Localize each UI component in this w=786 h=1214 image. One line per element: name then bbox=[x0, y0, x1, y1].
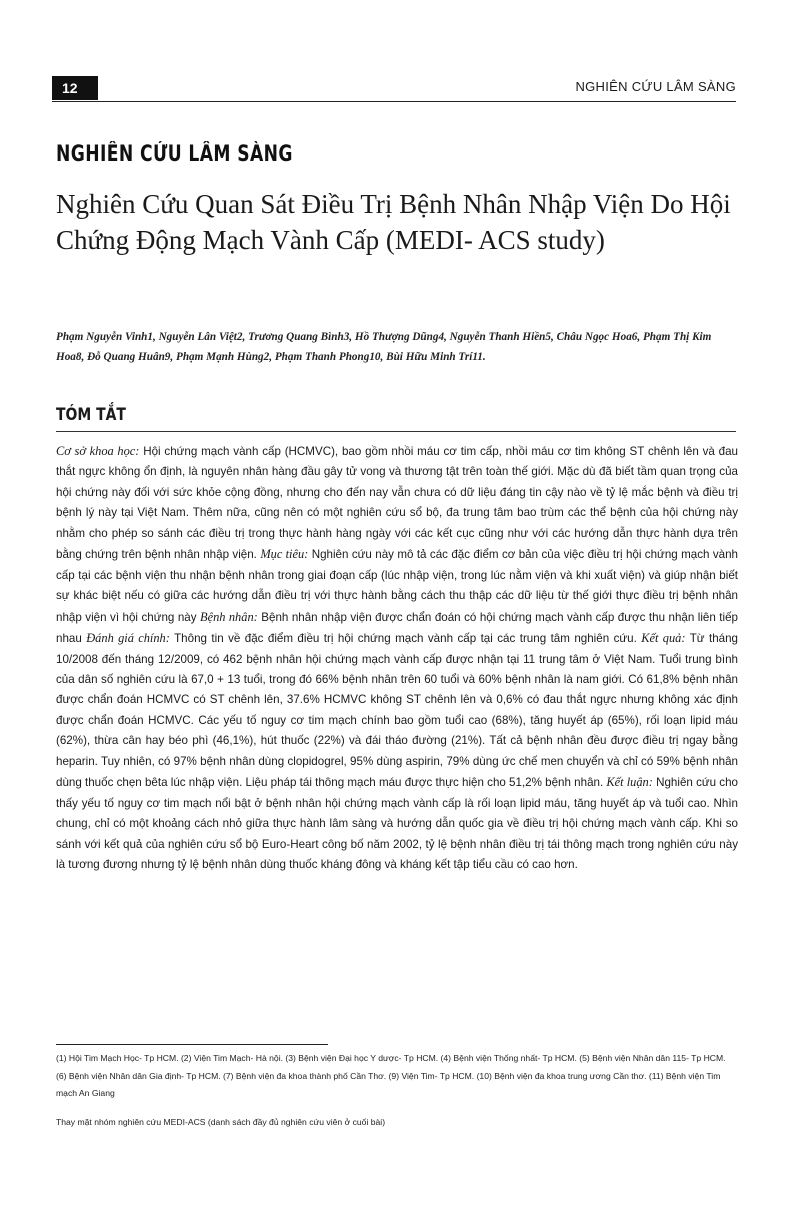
label-results: Kết quả: bbox=[641, 631, 686, 646]
abstract-rule bbox=[56, 431, 736, 432]
header-rule bbox=[52, 101, 736, 102]
running-head: NGHIÊN CỨU LÂM SÀNG bbox=[575, 79, 736, 94]
footnote-rule bbox=[56, 1044, 328, 1045]
page-number: 12 bbox=[52, 76, 98, 100]
label-evaluation: Đánh giá chính: bbox=[86, 631, 170, 646]
text-conclusion: Nghiên cứu cho thấy yếu tố nguy cơ tim mạch nổi bật ở bệnh nhân hội chứng mạch vành cấp là rối loạn lipid máu, tăng huyết áp và tuổi cao. Nhìn chung, chỉ có một khoảng cách nhỏ giữa thực hành lâm sàng và hướng dẫn quốc gia về điều trị hội chứng mạch vành cấp. Khi so sánh với kết quả của nghiên cứu sổ bộ Euro-Heart công bố năm 2002, tỷ lệ bệnh nhân điều trị tái thông mạch trong nghiên cứu này là tương đương nhưng tỷ lệ bệnh nhân dùng thuốc kháng đông và kháng kết tập tiểu cầu có cao hơn. bbox=[56, 776, 738, 872]
text-background: Hội chứng mạch vành cấp (HCMVC), bao gồm nhồi máu cơ tim cấp, nhồi máu cơ tim không ST chênh lên và đau thắt ngực không ổn định, là nguyên nhân hàng đầu gây tử vong và thương tật trên toàn thế giới. Mặc dù đã biết tầm quan trọng của hội chứng này đối với sức khỏe cộng đồng, nhưng cho đến nay vẫn chưa có dữ liệu đáng tin cậy nào về tỷ lệ mắc bệnh và điều trị bệnh lý này tại Việt Nam. Thêm nữa, cũng nên có một nghiên cứu sổ bộ, đa trung tâm bao trùm các thể bệnh của hội chứng này nhằm cho phép so sánh các điều trị trong thực hành hàng ngày với các kết cục cũng như với các hướng dẫn thực hành dựa trên bằng chứng trên bệnh nhân nhập viện. bbox=[56, 445, 738, 562]
label-objective: Mục tiêu: bbox=[260, 547, 309, 562]
label-conclusion: Kết luận: bbox=[606, 775, 653, 790]
text-results: Từ tháng 10/2008 đến tháng 12/2009, có 462 bệnh nhân hội chứng mạch vành cấp được nhận tại 11 trung tâm ở Việt Nam. Tuổi trung bình của dân số nghiên cứu là 67,0 + 13 tuổi, trong đó 66% bệnh nhân trên 60 tuổi và 60% bệnh nhân là nam giới. Có 61,8% bệnh nhân được chẩn đoán HCMVC có ST chênh lên, 37.6% HCMVC không ST chênh lên và 0,6% có đau thắt ngực nhưng không xác định được chẩn đoán HCMVC. Các yếu tố nguy cơ tim mạch chính bao gồm tuổi cao (68%), tăng huyết áp (65%), rối loạn lipid máu (62%), thừa cân hay béo phì (46,1%), hút thuốc (22%) và đái tháo đường (21%). Tất cả bệnh nhân đều được điều trị ngay bằng heparin. Tuy nhiên, có 97% bệnh nhân dùng clopidogrel, 95% dùng aspirin, 79% dùng ức chế men chuyển và chỉ có 59% bệnh nhân dùng thuốc chẹn bêta lúc nhập viện. Liệu pháp tái thông mạch máu được thực hiện cho 51,2% bệnh nhân. bbox=[56, 632, 738, 790]
page-header bbox=[52, 76, 736, 100]
label-background: Cơ sở khoa học: bbox=[56, 444, 140, 458]
abstract-body bbox=[56, 441, 738, 876]
text-patients: Bệnh nhân nhập viện được chẩn đoán có hội chứng mạch vành cấp được thu nhận liên tiếp nhau bbox=[56, 610, 738, 646]
author-list: Phạm Nguyễn Vinh1, Nguyễn Lân Việt2, Trương Quang Bình3, Hồ Thượng Dũng4, Nguyễn Thanh Hiền5, Châu Ngọc Hoa6, Phạm Thị Kim Hoa8, Đỗ Quang Huân9, Phạm Mạnh Hùng2, Phạm Thanh Phong10, Bùi Hữu Minh Trí11. bbox=[56, 331, 712, 363]
text-evaluation: Thông tin về đặc điểm điều trị hội chứng mạch vành cấp tại các trung tâm nghiên cứu. bbox=[169, 632, 642, 646]
affiliations-footnote: (1) Hội Tim Mạch Học- Tp HCM. (2) Viện Tim Mạch- Hà nội. (3) Bệnh viện Đại học Y dược- Tp HCM. (4) Bệnh viện Thống nhất- Tp HCM. (5) Bệnh viện Nhân dân 115- Tp HCM. (6) Bệnh viện Nhân dân Gia định- Tp HCM. (7) Bệnh viện đa khoa thành phố Cần Thơ. (9) Viện Tim- Tp HCM. (10) Bệnh viện đa khoa trung ương Cần thơ. (11) Bệnh viện Tim mạch An Giang bbox=[56, 1053, 726, 1098]
abstract-heading: TÓM TẮT bbox=[56, 405, 126, 425]
article-title: Nghiên Cứu Quan Sát Điều Trị Bệnh Nhân Nhập Viện Do Hội Chứng Động Mạch Vành Cấp (MEDI- ACS study) bbox=[56, 189, 731, 255]
section-title: NGHIÊN CỨU LÂM SÀNG bbox=[56, 142, 293, 167]
group-footnote: Thay mặt nhóm nghiên cứu MEDI-ACS (danh sách đầy đủ nghiên cứu viên ở cuối bài) bbox=[56, 1117, 386, 1127]
text-objective: Nghiên cứu này mô tả các đặc điểm cơ bản của việc điều trị hội chứng mạch vành cấp tại các bệnh viện thu nhận bệnh nhân trong giai đoạn cấp (lúc nhập viện, trong lúc nằm viện và khi xuất viện) và giúp nhận biết sự khác biệt nếu có giữa các hướng dẫn điều trị với thực hành bằng cách thu thập các dữ liệu từ thế giới thực điều trị bệnh nhân nhập viện vì hội chứng này bbox=[56, 548, 738, 624]
label-patients: Bệnh nhân: bbox=[200, 609, 258, 624]
